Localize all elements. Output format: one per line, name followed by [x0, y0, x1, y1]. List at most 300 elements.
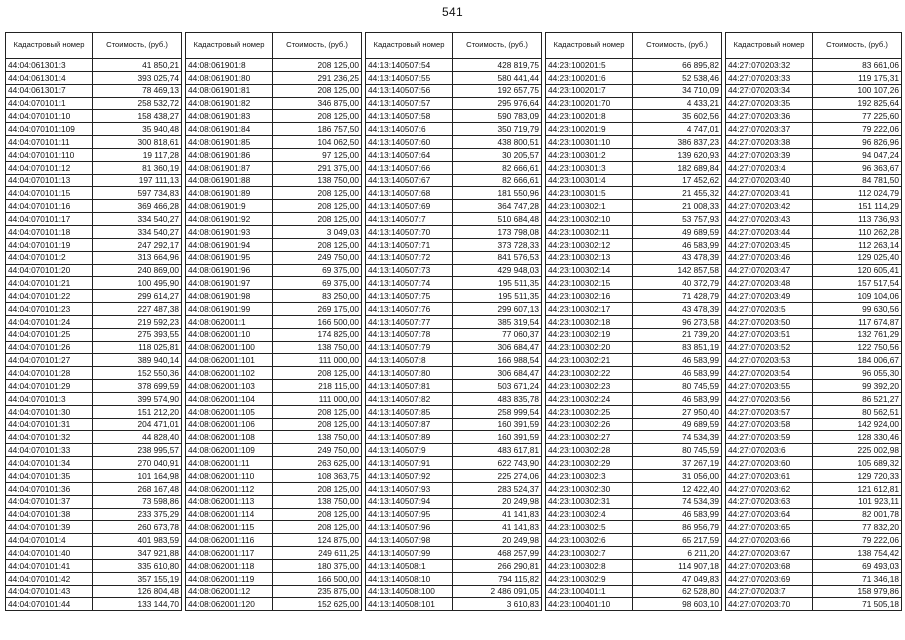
- cadastral-number-cell: 44:13:140507:74: [366, 277, 453, 290]
- cost-cell: 235 875,00: [273, 585, 362, 598]
- cost-cell: 373 728,33: [453, 238, 542, 251]
- cost-cell: 80 745,59: [633, 444, 722, 457]
- table-row: [546, 495, 722, 508]
- header-cadastral-number: Кадастровый номер: [366, 33, 453, 59]
- table-row: [6, 174, 182, 187]
- table-row: [366, 136, 542, 149]
- cadastral-number-cell: 44:23:100302:29: [546, 457, 633, 470]
- cost-cell: 208 125,00: [273, 187, 362, 200]
- table-row: [6, 123, 182, 136]
- cadastral-number-cell: 44:08:062001:109: [186, 444, 273, 457]
- cost-cell: 160 391,59: [453, 418, 542, 431]
- table-row: [726, 123, 902, 136]
- table-row: [186, 97, 362, 110]
- cadastral-number-cell: 44:04:070101:33: [6, 444, 93, 457]
- table-row: [726, 174, 902, 187]
- cost-cell: 249 750,00: [273, 251, 362, 264]
- cost-cell: 393 025,74: [93, 71, 182, 84]
- table-row: [366, 354, 542, 367]
- cadastral-number-cell: 44:23:100302:19: [546, 328, 633, 341]
- cost-cell: 151 212,20: [93, 405, 182, 418]
- table-row: [546, 328, 722, 341]
- cost-cell: 399 574,90: [93, 392, 182, 405]
- cost-cell: 133 144,70: [93, 598, 182, 611]
- cadastral-number-cell: 44:08:062001:114: [186, 508, 273, 521]
- table-row: [546, 482, 722, 495]
- cost-cell: 208 125,00: [273, 59, 362, 72]
- cadastral-number-cell: 44:27:070203:47: [726, 264, 813, 277]
- header-cost: Стоимость, (руб.): [633, 33, 722, 59]
- table-row: [366, 572, 542, 585]
- cost-cell: 112 024,79: [813, 187, 902, 200]
- cost-cell: 2 486 091,05: [453, 585, 542, 598]
- table-row: [546, 97, 722, 110]
- cost-cell: 3 610,83: [453, 598, 542, 611]
- table-row: [366, 59, 542, 72]
- cadastral-number-cell: 44:23:100302:23: [546, 380, 633, 393]
- table-row: [186, 444, 362, 457]
- cadastral-number-cell: 44:23:100302:22: [546, 367, 633, 380]
- cost-cell: 21 008,33: [633, 200, 722, 213]
- cadastral-number-cell: 44:23:100302:6: [546, 534, 633, 547]
- table-row: [6, 431, 182, 444]
- table-row: [366, 392, 542, 405]
- cadastral-number-cell: 44:13:140507:82: [366, 392, 453, 405]
- cadastral-number-cell: 44:23:100302:3: [546, 470, 633, 483]
- cadastral-number-cell: 44:27:070203:34: [726, 84, 813, 97]
- cost-cell: 65 217,59: [633, 534, 722, 547]
- cadastral-number-cell: 44:13:140507:58: [366, 110, 453, 123]
- cadastral-number-cell: 44:08:062001:100: [186, 341, 273, 354]
- cadastral-number-cell: 44:04:070101:110: [6, 148, 93, 161]
- cost-cell: 225 002,98: [813, 444, 902, 457]
- table-row: [366, 148, 542, 161]
- cadastral-number-cell: 44:04:070101:1: [6, 97, 93, 110]
- cost-cell: 4 433,21: [633, 97, 722, 110]
- table-row: [6, 225, 182, 238]
- cost-cell: 79 222,06: [813, 123, 902, 136]
- table-row: [546, 534, 722, 547]
- cost-cell: 111 000,00: [273, 392, 362, 405]
- cadastral-number-cell: 44:08:061901:95: [186, 251, 273, 264]
- table-row: [726, 303, 902, 316]
- cost-cell: 208 125,00: [273, 508, 362, 521]
- table-row: [366, 174, 542, 187]
- table-row: [726, 59, 902, 72]
- cost-cell: 166 988,54: [453, 354, 542, 367]
- cadastral-number-cell: 44:23:100302:12: [546, 238, 633, 251]
- cost-cell: 227 487,38: [93, 303, 182, 316]
- table-row: [6, 495, 182, 508]
- cost-cell: 78 469,13: [93, 84, 182, 97]
- cost-cell: 483 835,78: [453, 392, 542, 405]
- table-row: [726, 136, 902, 149]
- table-row: [6, 59, 182, 72]
- table-row: [186, 470, 362, 483]
- cadastral-number-cell: 44:13:140507:9: [366, 444, 453, 457]
- cost-cell: 46 583,99: [633, 367, 722, 380]
- table-row: [6, 380, 182, 393]
- cadastral-number-cell: 44:13:140507:75: [366, 290, 453, 303]
- cadastral-number-cell: 44:04:070101:41: [6, 559, 93, 572]
- cadastral-number-cell: 44:27:070203:39: [726, 148, 813, 161]
- cost-cell: 283 524,37: [453, 482, 542, 495]
- cadastral-number-cell: 44:04:070101:16: [6, 200, 93, 213]
- table-row: [366, 367, 542, 380]
- cost-cell: 794 115,82: [453, 572, 542, 585]
- table-row: [366, 508, 542, 521]
- table-row: [6, 213, 182, 226]
- table-row: [726, 161, 902, 174]
- cadastral-number-cell: 44:27:070203:43: [726, 213, 813, 226]
- table-row: [366, 251, 542, 264]
- cadastral-number-cell: 44:13:140507:66: [366, 161, 453, 174]
- cost-cell: 208 125,00: [273, 367, 362, 380]
- cadastral-number-cell: 44:27:070203:58: [726, 418, 813, 431]
- table-row: [6, 418, 182, 431]
- table-row: [186, 559, 362, 572]
- cadastral-number-cell: 44:08:061901:96: [186, 264, 273, 277]
- cost-cell: 83 250,00: [273, 290, 362, 303]
- cost-cell: 80 562,51: [813, 405, 902, 418]
- cost-cell: 166 500,00: [273, 315, 362, 328]
- table-row: [726, 598, 902, 611]
- table-row: [186, 495, 362, 508]
- cadastral-number-cell: 44:23:100302:16: [546, 290, 633, 303]
- cost-cell: 192 657,75: [453, 84, 542, 97]
- cost-cell: 182 689,84: [633, 161, 722, 174]
- table-row: [546, 431, 722, 444]
- valuation-table-1: [5, 32, 182, 611]
- cost-cell: 208 125,00: [273, 213, 362, 226]
- table-row: [726, 585, 902, 598]
- cadastral-number-cell: 44:08:062001:118: [186, 559, 273, 572]
- table-row: [6, 328, 182, 341]
- table-row: [6, 354, 182, 367]
- table-row: [726, 213, 902, 226]
- table-row: [546, 174, 722, 187]
- cost-cell: 73 598,86: [93, 495, 182, 508]
- table-row: [726, 200, 902, 213]
- table-row: [366, 161, 542, 174]
- table-row: [6, 547, 182, 560]
- table-row: [366, 547, 542, 560]
- cost-cell: 4 747,01: [633, 123, 722, 136]
- cost-cell: 96 273,58: [633, 315, 722, 328]
- cadastral-number-cell: 44:04:070101:30: [6, 405, 93, 418]
- table-row: [6, 405, 182, 418]
- cadastral-number-cell: 44:27:070203:46: [726, 251, 813, 264]
- cost-cell: 69 493,03: [813, 559, 902, 572]
- table-row: [6, 521, 182, 534]
- cadastral-number-cell: 44:08:061901:92: [186, 213, 273, 226]
- cost-cell: 128 330,46: [813, 431, 902, 444]
- cost-cell: 20 249,98: [453, 495, 542, 508]
- cadastral-number-cell: 44:23:100302:10: [546, 213, 633, 226]
- cost-cell: 21 739,20: [633, 328, 722, 341]
- table-row: [726, 431, 902, 444]
- cost-cell: 35 602,56: [633, 110, 722, 123]
- table-row: [186, 547, 362, 560]
- table-row: [366, 598, 542, 611]
- table-row: [546, 354, 722, 367]
- cadastral-number-cell: 44:08:061901:98: [186, 290, 273, 303]
- cadastral-number-cell: 44:27:070203:57: [726, 405, 813, 418]
- cost-cell: 96 826,96: [813, 136, 902, 149]
- cost-cell: 17 452,62: [633, 174, 722, 187]
- cost-cell: 208 125,00: [273, 200, 362, 213]
- table-row: [186, 136, 362, 149]
- cadastral-number-cell: 44:23:100302:18: [546, 315, 633, 328]
- table-row: [726, 457, 902, 470]
- table-row: [6, 200, 182, 213]
- cost-cell: 12 422,40: [633, 482, 722, 495]
- cadastral-number-cell: 44:04:070101:42: [6, 572, 93, 585]
- table-row: [546, 71, 722, 84]
- cadastral-number-cell: 44:23:100302:27: [546, 431, 633, 444]
- table-row: [186, 238, 362, 251]
- table-row: [186, 392, 362, 405]
- cost-cell: 77 225,60: [813, 110, 902, 123]
- table-row: [6, 315, 182, 328]
- cadastral-number-cell: 44:08:062001:117: [186, 547, 273, 560]
- cost-cell: 41 141,83: [453, 508, 542, 521]
- table-row: [546, 110, 722, 123]
- table-row: [366, 264, 542, 277]
- cost-cell: 334 540,27: [93, 213, 182, 226]
- cadastral-number-cell: 44:27:070203:64: [726, 508, 813, 521]
- cadastral-number-cell: 44:23:100302:20: [546, 341, 633, 354]
- cost-cell: 386 837,23: [633, 136, 722, 149]
- cadastral-number-cell: 44:13:140507:92: [366, 470, 453, 483]
- table-row: [726, 392, 902, 405]
- cost-cell: 109 104,06: [813, 290, 902, 303]
- table-row: [6, 572, 182, 585]
- cost-cell: 40 372,79: [633, 277, 722, 290]
- table-row: [186, 572, 362, 585]
- table-row: [546, 303, 722, 316]
- cost-cell: 83 851,19: [633, 341, 722, 354]
- cost-cell: 27 950,40: [633, 405, 722, 418]
- table-row: [186, 431, 362, 444]
- cost-cell: 69 375,00: [273, 277, 362, 290]
- cost-cell: 389 940,14: [93, 354, 182, 367]
- table-row: [186, 251, 362, 264]
- cadastral-number-cell: 44:23:100302:1: [546, 200, 633, 213]
- table-row: [546, 457, 722, 470]
- table-row: [546, 521, 722, 534]
- cadastral-number-cell: 44:04:070101:18: [6, 225, 93, 238]
- table-row: [726, 482, 902, 495]
- table-row: [366, 380, 542, 393]
- table-row: [546, 367, 722, 380]
- cost-cell: 84 781,50: [813, 174, 902, 187]
- table-row: [186, 598, 362, 611]
- cadastral-number-cell: 44:08:062001:112: [186, 482, 273, 495]
- cost-cell: 166 500,00: [273, 572, 362, 585]
- cadastral-number-cell: 44:04:070101:27: [6, 354, 93, 367]
- table-row: [546, 213, 722, 226]
- cadastral-number-cell: 44:08:061901:97: [186, 277, 273, 290]
- cost-cell: 66 895,82: [633, 59, 722, 72]
- table-row: [726, 521, 902, 534]
- cost-cell: 104 062,50: [273, 136, 362, 149]
- cadastral-number-cell: 44:04:070101:10: [6, 110, 93, 123]
- valuation-table-3: [365, 32, 542, 611]
- table-row: [726, 187, 902, 200]
- table-row: [6, 148, 182, 161]
- table-row: [186, 457, 362, 470]
- cadastral-number-cell: 44:04:070101:17: [6, 213, 93, 226]
- cost-cell: 62 528,80: [633, 585, 722, 598]
- valuation-table-4: [545, 32, 722, 611]
- cost-cell: 208 125,00: [273, 110, 362, 123]
- table-row: [186, 521, 362, 534]
- cadastral-number-cell: 44:27:070203:38: [726, 136, 813, 149]
- table-row: [726, 290, 902, 303]
- table-row: [6, 470, 182, 483]
- cost-cell: 21 455,32: [633, 187, 722, 200]
- cadastral-number-cell: 44:04:070101:29: [6, 380, 93, 393]
- cost-cell: 121 612,81: [813, 482, 902, 495]
- cadastral-number-cell: 44:13:140507:7: [366, 213, 453, 226]
- table-row: [186, 534, 362, 547]
- cost-cell: 80 745,59: [633, 380, 722, 393]
- cost-cell: 129 720,33: [813, 470, 902, 483]
- cadastral-number-cell: 44:13:140507:80: [366, 367, 453, 380]
- cadastral-number-cell: 44:13:140507:91: [366, 457, 453, 470]
- cadastral-number-cell: 44:13:140507:76: [366, 303, 453, 316]
- cost-cell: 208 125,00: [273, 238, 362, 251]
- cadastral-number-cell: 44:23:100201:70: [546, 97, 633, 110]
- cadastral-number-cell: 44:08:061901:89: [186, 187, 273, 200]
- table-row: [546, 136, 722, 149]
- cost-cell: 100 495,90: [93, 277, 182, 290]
- table-row: [726, 71, 902, 84]
- cadastral-number-cell: 44:23:100301:4: [546, 174, 633, 187]
- cadastral-number-cell: 44:27:070203:6: [726, 444, 813, 457]
- table-row: [366, 495, 542, 508]
- cost-cell: 101 923,11: [813, 495, 902, 508]
- cost-cell: 6 211,20: [633, 547, 722, 560]
- table-row: [546, 405, 722, 418]
- table-row: [726, 534, 902, 547]
- table-row: [726, 418, 902, 431]
- cost-cell: 97 125,00: [273, 148, 362, 161]
- cost-cell: 124 875,00: [273, 534, 362, 547]
- cadastral-number-cell: 44:08:062001:106: [186, 418, 273, 431]
- cost-cell: 35 940,48: [93, 123, 182, 136]
- table-row: [186, 123, 362, 136]
- table-row: [366, 277, 542, 290]
- table-row: [546, 123, 722, 136]
- cadastral-number-cell: 44:08:062001:113: [186, 495, 273, 508]
- cadastral-number-cell: 44:23:100302:26: [546, 418, 633, 431]
- table-row: [6, 508, 182, 521]
- cost-cell: 270 040,91: [93, 457, 182, 470]
- cost-cell: 306 684,47: [453, 367, 542, 380]
- valuation-table-5: [725, 32, 902, 611]
- cost-cell: 313 664,96: [93, 251, 182, 264]
- cadastral-number-cell: 44:27:070203:5: [726, 303, 813, 316]
- cost-cell: 81 360,19: [93, 161, 182, 174]
- cost-cell: 263 625,00: [273, 457, 362, 470]
- cost-cell: 46 583,99: [633, 238, 722, 251]
- cost-cell: 47 049,83: [633, 572, 722, 585]
- cadastral-number-cell: 44:27:070203:49: [726, 290, 813, 303]
- table-row: [6, 71, 182, 84]
- cadastral-number-cell: 44:27:070203:53: [726, 354, 813, 367]
- cost-cell: 291 375,00: [273, 161, 362, 174]
- cadastral-number-cell: 44:04:070101:26: [6, 341, 93, 354]
- cadastral-number-cell: 44:27:070203:68: [726, 559, 813, 572]
- header-cost: Стоимость, (руб.): [93, 33, 182, 59]
- cost-cell: 195 511,35: [453, 290, 542, 303]
- cost-cell: 122 750,56: [813, 341, 902, 354]
- cost-cell: 186 757,50: [273, 123, 362, 136]
- table-row: [726, 405, 902, 418]
- cadastral-number-cell: 44:08:061901:80: [186, 71, 273, 84]
- cadastral-number-cell: 44:13:140507:79: [366, 341, 453, 354]
- cadastral-number-cell: 44:08:062001:10: [186, 328, 273, 341]
- cost-cell: 364 747,28: [453, 200, 542, 213]
- cadastral-number-cell: 44:04:070101:21: [6, 277, 93, 290]
- cost-cell: 132 761,29: [813, 328, 902, 341]
- cadastral-number-cell: 44:27:070203:59: [726, 431, 813, 444]
- cadastral-number-cell: 44:08:061901:82: [186, 97, 273, 110]
- table-row: [366, 238, 542, 251]
- cost-cell: 30 205,57: [453, 148, 542, 161]
- cost-cell: 77 832,20: [813, 521, 902, 534]
- table-row: [726, 367, 902, 380]
- cadastral-number-cell: 44:23:100201:9: [546, 123, 633, 136]
- table-row: [6, 444, 182, 457]
- cadastral-number-cell: 44:27:070203:50: [726, 315, 813, 328]
- cadastral-number-cell: 44:23:100302:17: [546, 303, 633, 316]
- cost-cell: 69 375,00: [273, 264, 362, 277]
- cadastral-number-cell: 44:27:070203:66: [726, 534, 813, 547]
- cadastral-number-cell: 44:08:062001:116: [186, 534, 273, 547]
- cost-cell: 357 155,19: [93, 572, 182, 585]
- cost-cell: 71 346,18: [813, 572, 902, 585]
- cadastral-number-cell: 44:04:061301:4: [6, 71, 93, 84]
- table-row: [366, 482, 542, 495]
- cadastral-number-cell: 44:13:140507:93: [366, 482, 453, 495]
- table-row: [186, 367, 362, 380]
- cost-cell: 291 236,25: [273, 71, 362, 84]
- cadastral-number-cell: 44:13:140507:94: [366, 495, 453, 508]
- cadastral-number-cell: 44:04:070101:34: [6, 457, 93, 470]
- cadastral-number-cell: 44:27:070203:62: [726, 482, 813, 495]
- cost-cell: 86 521,27: [813, 392, 902, 405]
- table-row: [366, 97, 542, 110]
- table-row: [546, 380, 722, 393]
- cost-cell: 52 538,46: [633, 71, 722, 84]
- table-row: [186, 213, 362, 226]
- cost-cell: 180 375,00: [273, 559, 362, 572]
- cadastral-number-cell: 44:04:070101:43: [6, 585, 93, 598]
- cadastral-number-cell: 44:23:100301:5: [546, 187, 633, 200]
- cost-cell: 260 673,78: [93, 521, 182, 534]
- cadastral-number-cell: 44:13:140507:57: [366, 97, 453, 110]
- cadastral-number-cell: 44:13:140507:87: [366, 418, 453, 431]
- table-row: [546, 418, 722, 431]
- cost-cell: 208 125,00: [273, 418, 362, 431]
- cost-cell: 152 625,00: [273, 598, 362, 611]
- cadastral-number-cell: 44:13:140508:100: [366, 585, 453, 598]
- cost-cell: 20 249,98: [453, 534, 542, 547]
- cost-cell: 46 583,99: [633, 508, 722, 521]
